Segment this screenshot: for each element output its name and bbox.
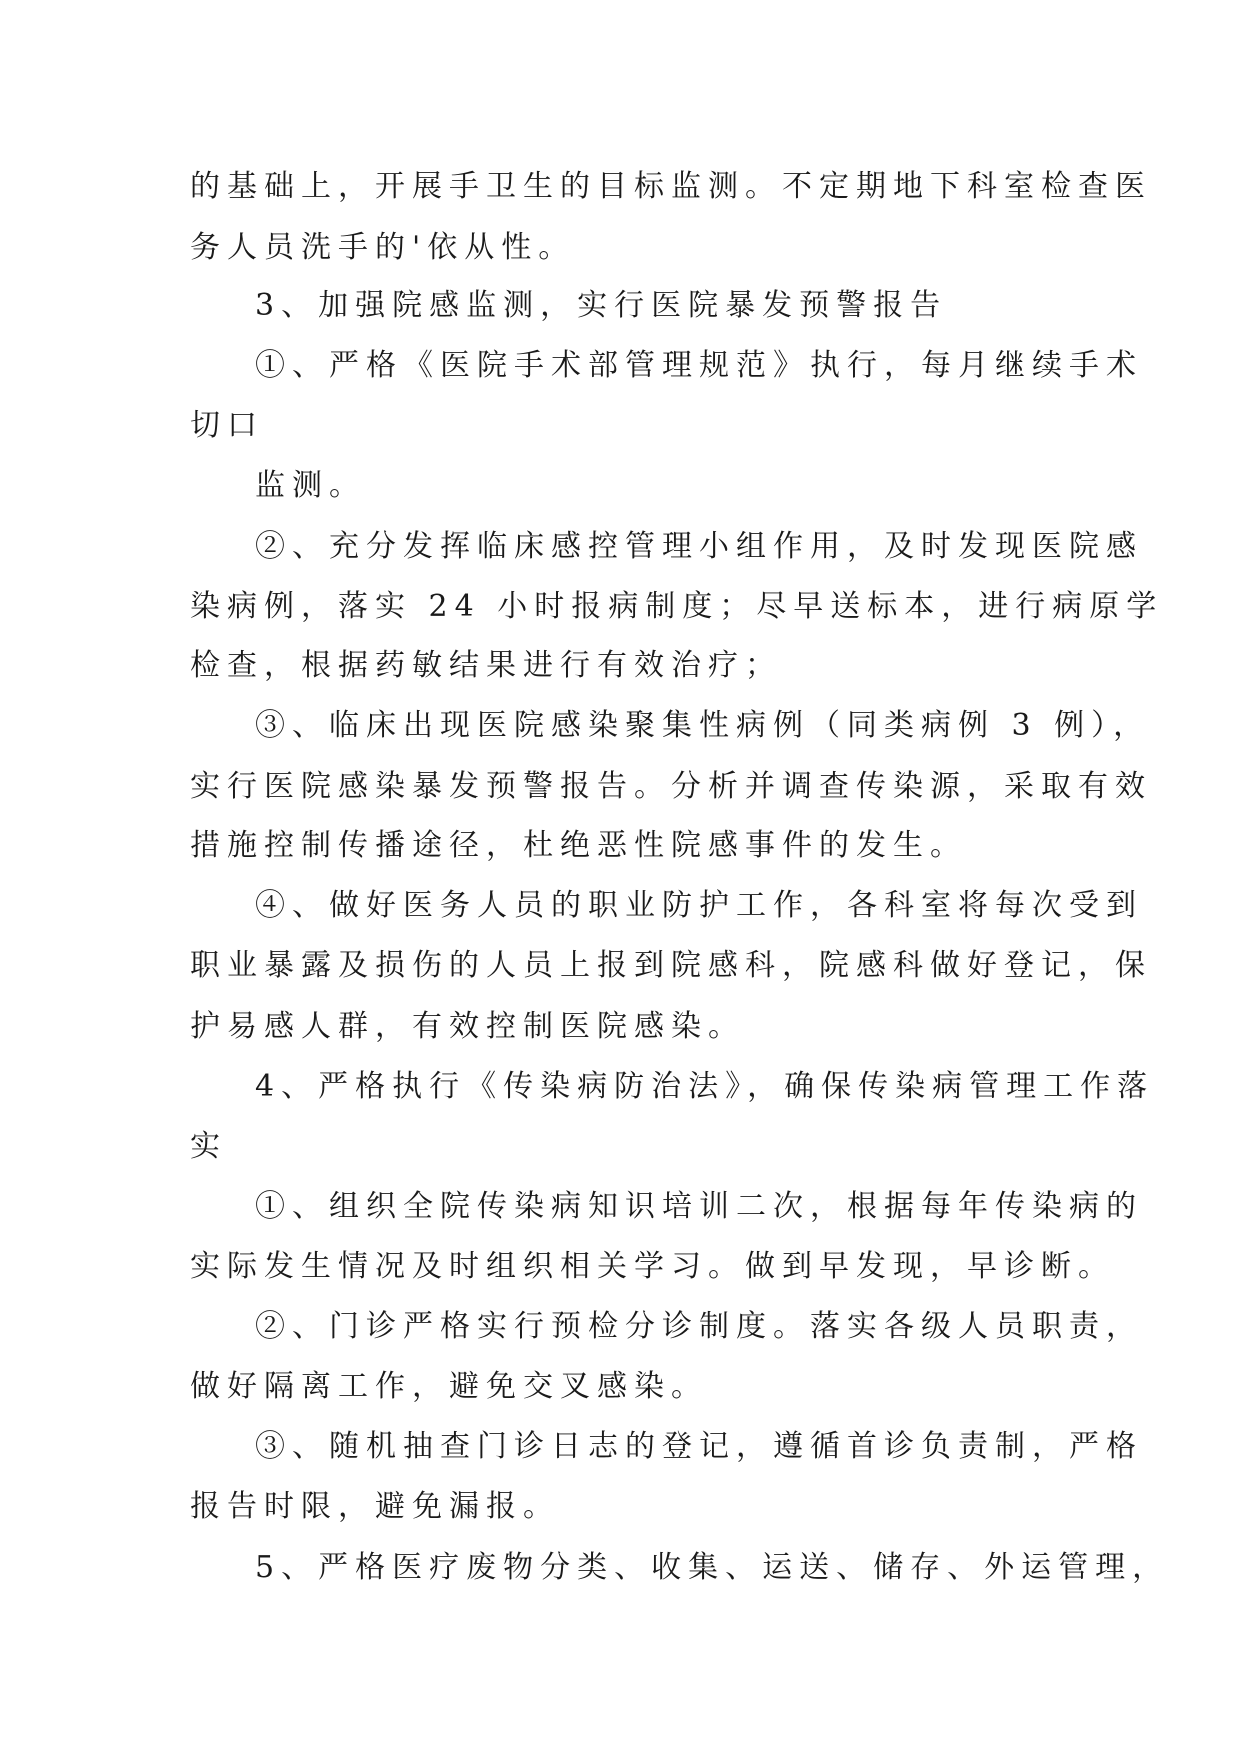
section-heading: 4、严格执行《传染病防治法》，确保传染病管理工作落 xyxy=(255,1069,1155,1104)
text-line: ④、做好医务人员的职业防护工作，各科室将每次受到 xyxy=(255,888,1143,923)
text-line: ②、充分发挥临床感控管理小组作用，及时发现医院感 xyxy=(255,529,1143,564)
text-line: 报告时限，避免漏报。 xyxy=(190,1489,560,1524)
text-line: 措施控制传播途径，杜绝恶性院感事件的发生。 xyxy=(190,828,967,863)
section-heading: 5、严格医疗废物分类、收集、运送、储存、外运管理， xyxy=(255,1550,1170,1585)
text-line: ①、严格《医院手术部管理规范》执行，每月继续手术 xyxy=(255,348,1143,383)
text-line: ③、随机抽查门诊日志的登记，遵循首诊负责制，严格 xyxy=(255,1429,1143,1464)
text-line: 监测。 xyxy=(255,468,366,503)
text-line: ①、组织全院传染病知识培训二次，根据每年传染病的 xyxy=(255,1189,1143,1224)
text-line: 检查，根据药敏结果进行有效治疗； xyxy=(190,648,782,683)
text-line: 务人员洗手的'依从性。 xyxy=(190,230,576,265)
section-heading: 3、加强院感监测，实行医院暴发预警报告 xyxy=(255,288,948,323)
text-line: 实行医院感染暴发预警报告。分析并调查传染源，采取有效 xyxy=(190,769,1152,804)
text-line: 的基础上，开展手卫生的目标监测。不定期地下科室检查医 xyxy=(190,169,1152,204)
text-line: 染病例，落实 24 小时报病制度；尽早送标本，进行病原学 xyxy=(190,589,1164,624)
text-line: 做好隔离工作，避免交叉感染。 xyxy=(190,1369,708,1404)
text-line: ③、临床出现医院感染聚集性病例（同类病例 3 例）， xyxy=(255,708,1151,743)
text-line: 职业暴露及损伤的人员上报到院感科，院感科做好登记，保 xyxy=(190,948,1152,983)
text-line: 实 xyxy=(190,1129,227,1164)
text-line: 切口 xyxy=(190,408,264,443)
text-line: ②、门诊严格实行预检分诊制度。落实各级人员职责， xyxy=(255,1309,1143,1344)
text-line: 实际发生情况及时组织相关学习。做到早发现，早诊断。 xyxy=(190,1249,1115,1284)
text-line: 护易感人群，有效控制医院感染。 xyxy=(190,1009,745,1044)
